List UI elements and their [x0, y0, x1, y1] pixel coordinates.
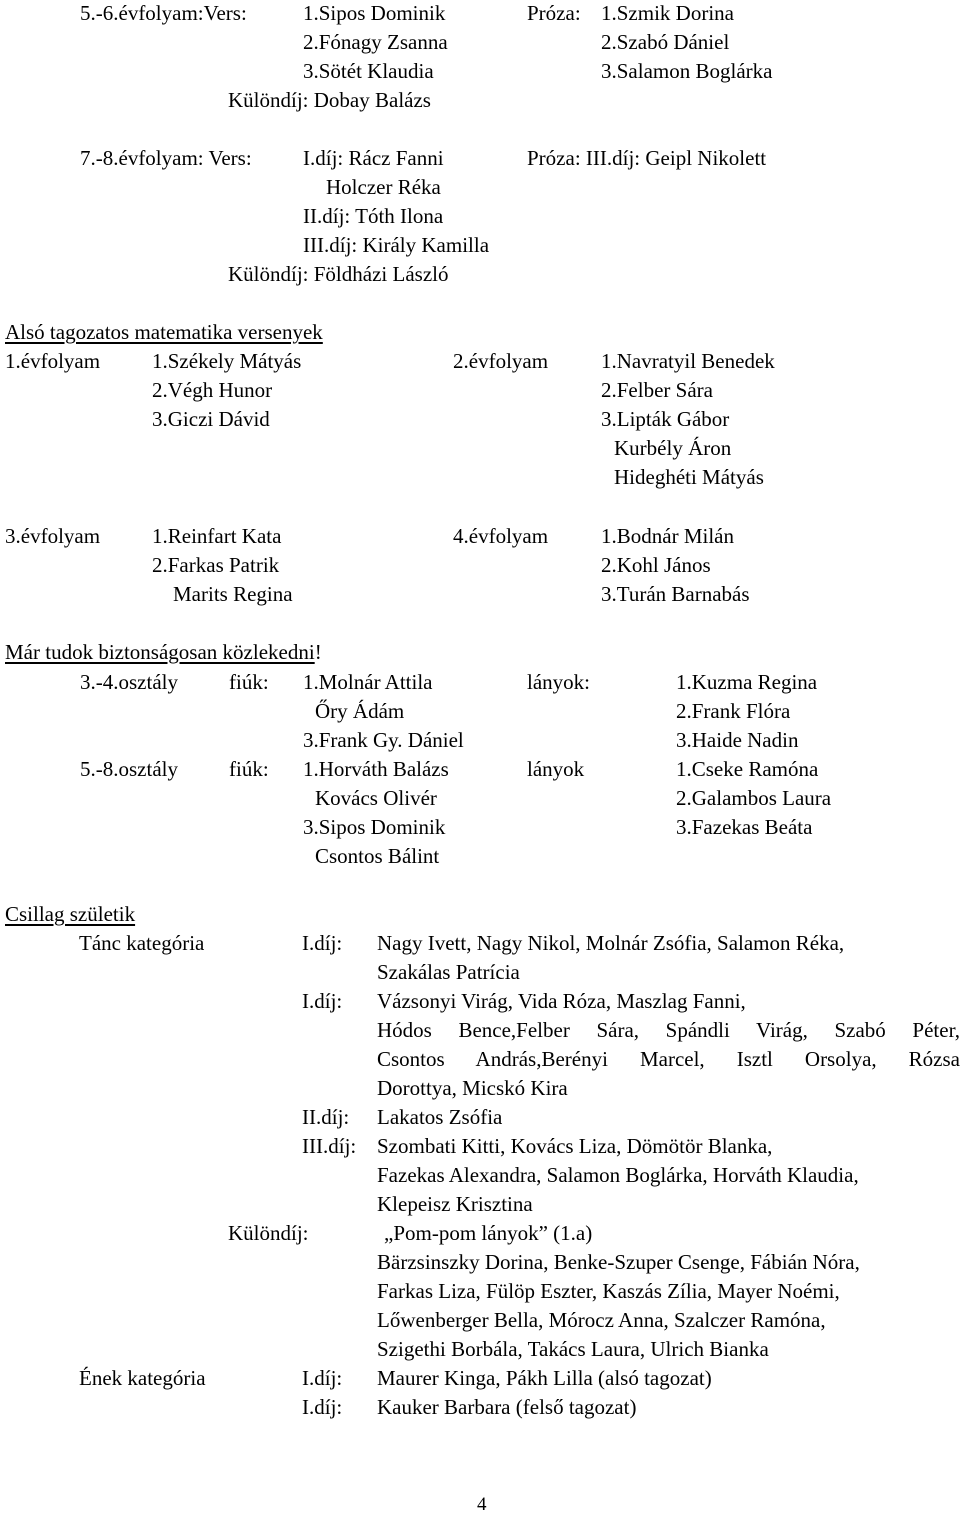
prize-label: I.díj: [302, 1366, 343, 1390]
prize-label: I.díj: [302, 989, 343, 1013]
section-title-math: Alsó tagozatos matematika versenyek [5, 320, 323, 344]
star-winners: Vázsonyi Virág, Vida Róza, Maszlag Fanni, [377, 989, 746, 1013]
grade-label: 4.évfolyam [453, 524, 549, 548]
star-winners: Nagy Ivett, Nagy Nikol, Molnár Zsófia, Salamon Réka, [377, 931, 845, 955]
prize-label: Különdíj: [228, 1221, 309, 1245]
prize-label: III.díj: [302, 1134, 357, 1158]
math-result: Hideghéti Mátyás [614, 465, 764, 489]
math-result: 2.Végh Hunor [152, 378, 273, 402]
math-result: Marits Regina [173, 582, 293, 606]
proza-winner: 2.Szabó Dániel [601, 30, 730, 54]
star-winners: Lőwenberger Bella, Mórocz Anna, Szalczer Ramóna, [377, 1308, 826, 1332]
star-winners: Dorottya, Micskó Kira [377, 1076, 568, 1100]
math-result: 1.Reinfart Kata [152, 524, 282, 548]
math-result: 3.Turán Barnabás [601, 582, 750, 606]
math-result: 1.Bodnár Milán [601, 524, 734, 548]
category-label-dance: Tánc kategória [79, 931, 205, 955]
traffic-result: 1.Molnár Attila [303, 670, 433, 694]
star-winners: Hódos Bence,Felber Sára, Spándli Virág, Szabó Péter, [377, 1018, 960, 1042]
grade-5-6-vers-label: 5.-6.évfolyam:Vers: [80, 1, 247, 25]
vers-winner: 2.Fónagy Zsanna [303, 30, 448, 54]
girls-label: lányok: [527, 670, 590, 694]
page-number: 4 [477, 1494, 487, 1515]
traffic-result: Őry Ádám [315, 699, 405, 723]
grade-label: 1.évfolyam [5, 349, 101, 373]
special-prize: Különdíj: Földházi László [228, 262, 449, 286]
math-result: 2.Felber Sára [601, 378, 713, 402]
traffic-result: 1.Horváth Balázs [303, 757, 449, 781]
section-title-traffic-text: Már tudok biztonságosan közlekedni [5, 640, 315, 664]
star-winners: Lakatos Zsófia [377, 1105, 503, 1129]
traffic-result: Csontos Bálint [315, 844, 440, 868]
special-prize: Különdíj: Dobay Balázs [228, 88, 431, 112]
vers-winner: II.díj: Tóth Ilona [303, 204, 444, 228]
prize-label: II.díj: [302, 1105, 350, 1129]
math-result: 3.Giczi Dávid [152, 407, 270, 431]
section-title-traffic [5, 642, 322, 663]
traffic-result: 3.Frank Gy. Dániel [303, 728, 464, 752]
grade-label: 3.évfolyam [5, 524, 101, 548]
traffic-result: 3.Fazekas Beáta [676, 815, 813, 839]
star-winners: Bärzsinszky Dorina, Benke-Szuper Csenge, Fábián Nóra, [377, 1250, 860, 1274]
star-winners: „Pom-pom lányok” (1.a) [384, 1221, 593, 1245]
proza-winner: 1.Szmik Dorina [601, 1, 734, 25]
star-winners: Klepeisz Krisztina [377, 1192, 533, 1216]
traffic-result: 1.Cseke Ramóna [676, 757, 819, 781]
traffic-result: Kovács Olivér [315, 786, 437, 810]
boys-label: fiúk: [229, 757, 269, 781]
section-title-traffic-end: ! [314, 640, 322, 664]
traffic-result: 3.Haide Nadin [676, 728, 799, 752]
prize-label: I.díj: [302, 931, 343, 955]
traffic-result: 1.Kuzma Regina [676, 670, 818, 694]
grade-label: 2.évfolyam [453, 349, 549, 373]
vers-winner: 3.Sötét Klaudia [303, 59, 434, 83]
star-winners: Fazekas Alexandra, Salamon Boglárka, Horváth Klaudia, [377, 1163, 859, 1187]
vers-winner: 1.Sipos Dominik [303, 1, 446, 25]
boys-label: fiúk: [229, 670, 269, 694]
vers-winner: Holczer Réka [326, 175, 441, 199]
math-result: 2.Kohl János [601, 553, 711, 577]
prize-label: I.díj: [302, 1395, 343, 1419]
traffic-result: 2.Galambos Laura [676, 786, 832, 810]
proza-winner: 3.Salamon Boglárka [601, 59, 773, 83]
star-winners: Szakálas Patrícia [377, 960, 520, 984]
vers-winner: I.díj: Rácz Fanni [303, 146, 444, 170]
class-label: 5.-8.osztály [80, 757, 178, 781]
girls-label: lányok [527, 757, 585, 781]
traffic-result: 2.Frank Flóra [676, 699, 791, 723]
star-winners: Kauker Barbara (felső tagozat) [377, 1395, 637, 1419]
star-winners: Farkas Liza, Fülöp Eszter, Kaszás Zília, Mayer Noémi, [377, 1279, 840, 1303]
math-result: 1.Székely Mátyás [152, 349, 302, 373]
star-winners: Szigethi Borbála, Takács Laura, Ulrich Bianka [377, 1337, 769, 1361]
star-winners: Maurer Kinga, Pákh Lilla (alsó tagozat) [377, 1366, 712, 1390]
section-title-star: Csillag születik [5, 902, 136, 926]
math-result: 2.Farkas Patrik [152, 553, 280, 577]
vers-winner: III.díj: Király Kamilla [303, 233, 490, 257]
star-winners: Szombati Kitti, Kovács Liza, Dömötör Blanka, [377, 1134, 773, 1158]
class-label: 3.-4.osztály [80, 670, 178, 694]
math-result: Kurbély Áron [614, 436, 732, 460]
proza-label: Próza: [527, 1, 581, 25]
category-label-song: Ének kategória [79, 1366, 206, 1390]
traffic-result: 3.Sipos Dominik [303, 815, 446, 839]
math-result: 1.Navratyil Benedek [601, 349, 775, 373]
math-result: 3.Lipták Gábor [601, 407, 730, 431]
star-winners: Csontos András,Berényi Marcel, Isztl Orsolya, Rózsa [377, 1047, 960, 1071]
grade-7-8-vers-label: 7.-8.évfolyam: Vers: [80, 146, 252, 170]
proza-winner: Próza: III.díj: Geipl Nikolett [527, 146, 767, 170]
